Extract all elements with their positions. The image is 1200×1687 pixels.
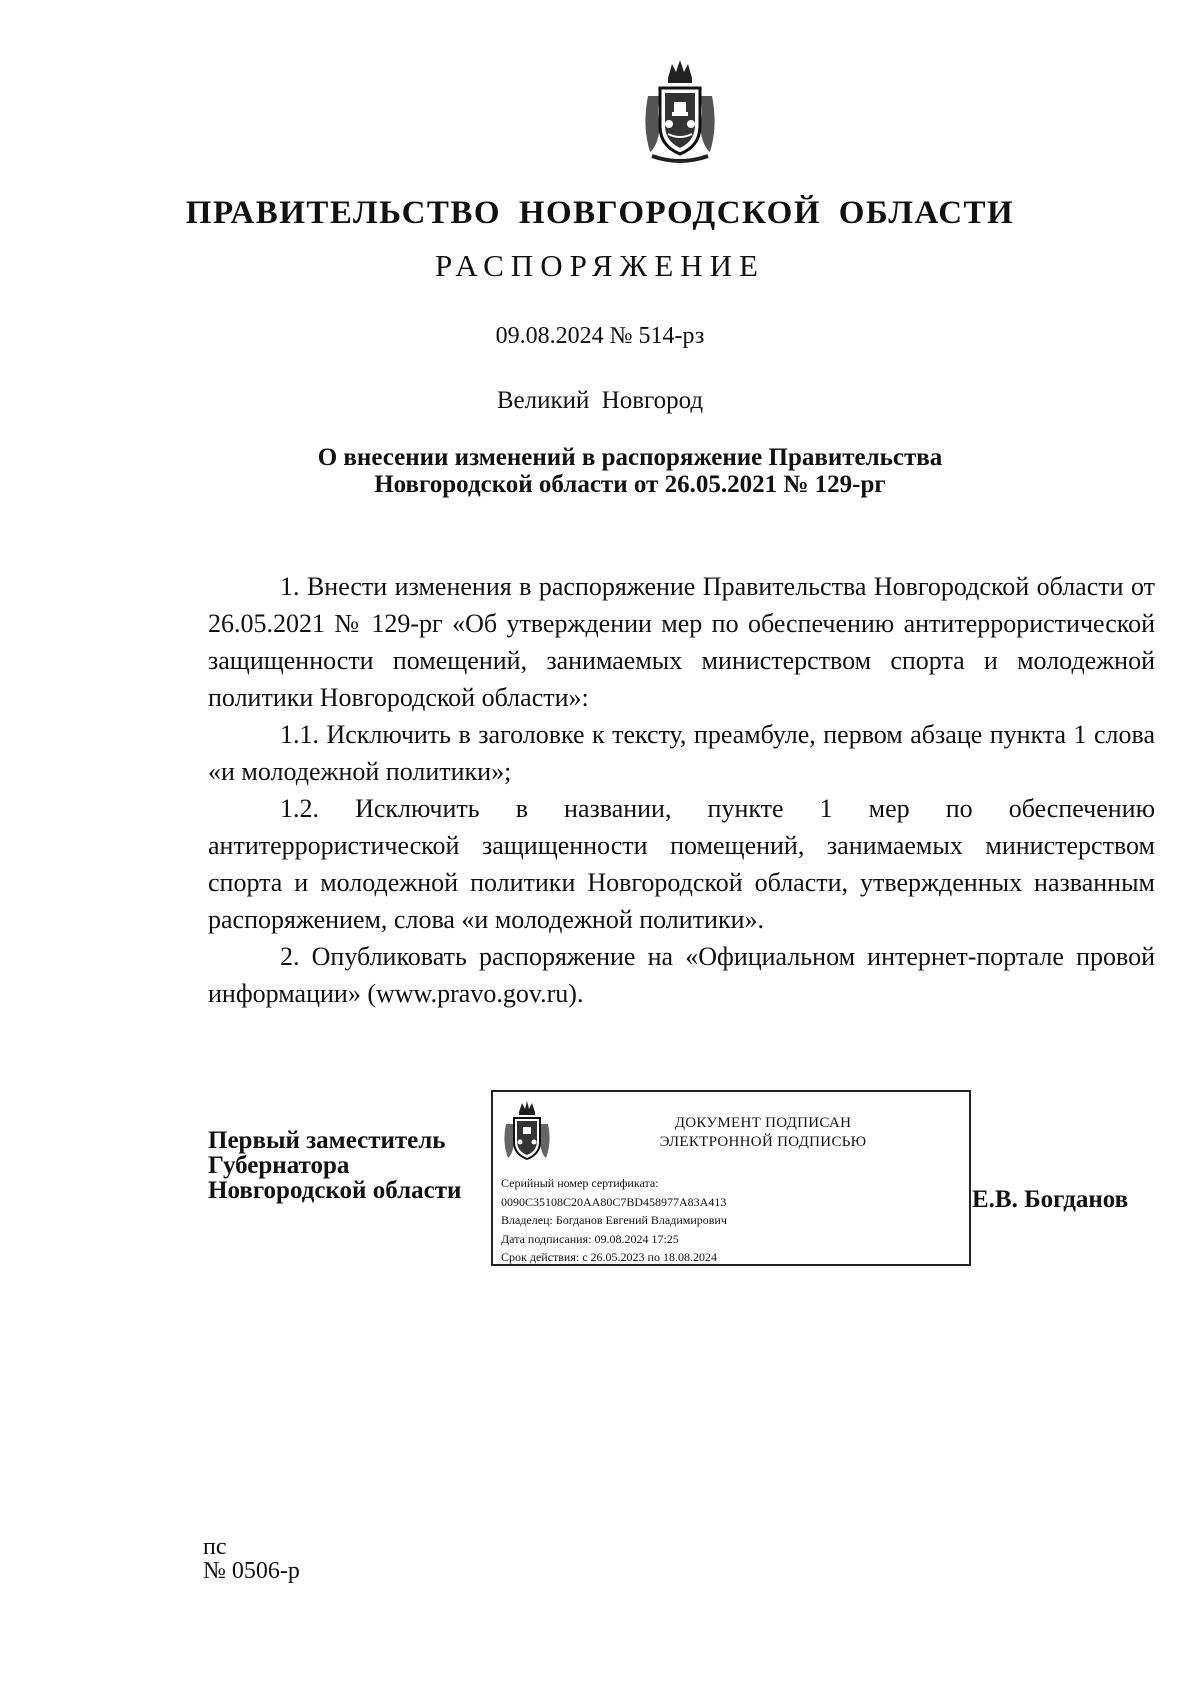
document-date-number: 09.08.2024 № 514-рз	[495, 323, 705, 349]
coat-of-arms-icon	[638, 56, 722, 166]
electronic-signature-stamp	[491, 1090, 971, 1266]
signer-position-line-1: Первый заместитель	[208, 1127, 446, 1154]
signing-date: Дата подписания: 09.08.2024 17:25	[501, 1231, 679, 1246]
signer-position-line-2: Губернатора	[208, 1152, 350, 1179]
certificate-owner: Владелец: Богданов Евгений Владимирович	[501, 1213, 727, 1227]
document-body	[208, 568, 1155, 1012]
document-city: Великий Новгород	[496, 387, 704, 414]
subject-line-2: Новгородской области от 26.05.2021 № 129-рг	[374, 471, 886, 498]
footer-line-1: пс	[203, 1534, 227, 1560]
paragraph-1-1: 1.1. Исключить в заголовке к тексту, преамбуле, первом абзаце пункта 1 слова «и молодежной политики»;	[208, 720, 1155, 786]
stamp-coat-of-arms-icon	[501, 1100, 553, 1166]
stamp-details	[501, 1174, 961, 1267]
signer-position	[208, 1128, 498, 1203]
footer-line-2: № 0506-р	[203, 1558, 300, 1584]
signer-name: Е.В. Богданов	[972, 1186, 1129, 1213]
footer-registration	[203, 1535, 300, 1583]
signer-position-line-3: Новгородской области	[208, 1177, 462, 1204]
stamp-title-line-1: ДОКУМЕНТ ПОДПИСАН	[674, 1115, 852, 1131]
stamp-title	[563, 1114, 963, 1152]
subject-line-1: О внесении изменений в распоряжение Правительства	[317, 444, 943, 471]
certificate-serial-value: 0090C35108C20AA80C7BD458977A83A413	[501, 1194, 727, 1209]
paragraph-1-2: 1.2. Исключить в названии, пункте 1 мер по обеспечению антитеррористической защищенности помещений, занимаемых министерством спорта и молодежной политики Новгородской области, утвержденных названным распоряжением, слова «и молодежной политики».	[208, 794, 1155, 934]
certificate-serial-label: Серийный номер сертификата:	[501, 1176, 659, 1190]
stamp-title-line-2: ЭЛЕКТРОННОЙ ПОДПИСЬЮ	[659, 1134, 867, 1150]
organization-title: ПРАВИТЕЛЬСТВО НОВГОРОДСКОЙ ОБЛАСТИ	[185, 195, 1015, 231]
paragraph-2: 2. Опубликовать распоряжение на «Официальном интернет-портале провой информации» (www.pravo.gov.ru).	[208, 942, 1155, 1008]
document-type: РАСПОРЯЖЕНИЕ	[435, 248, 765, 283]
certificate-validity: Срок действия: с 26.05.2023 по 18.08.2024	[501, 1250, 717, 1264]
document-subject	[200, 444, 1060, 498]
paragraph-1: 1. Внести изменения в распоряжение Правительства Новгородской области от 26.05.2021 № 129-рг «Об утверждении мер по обеспечению антитеррористической защищенности помещений, занимаемых министерством спорта и молодежной политики Новгородской области»:	[208, 572, 1155, 712]
